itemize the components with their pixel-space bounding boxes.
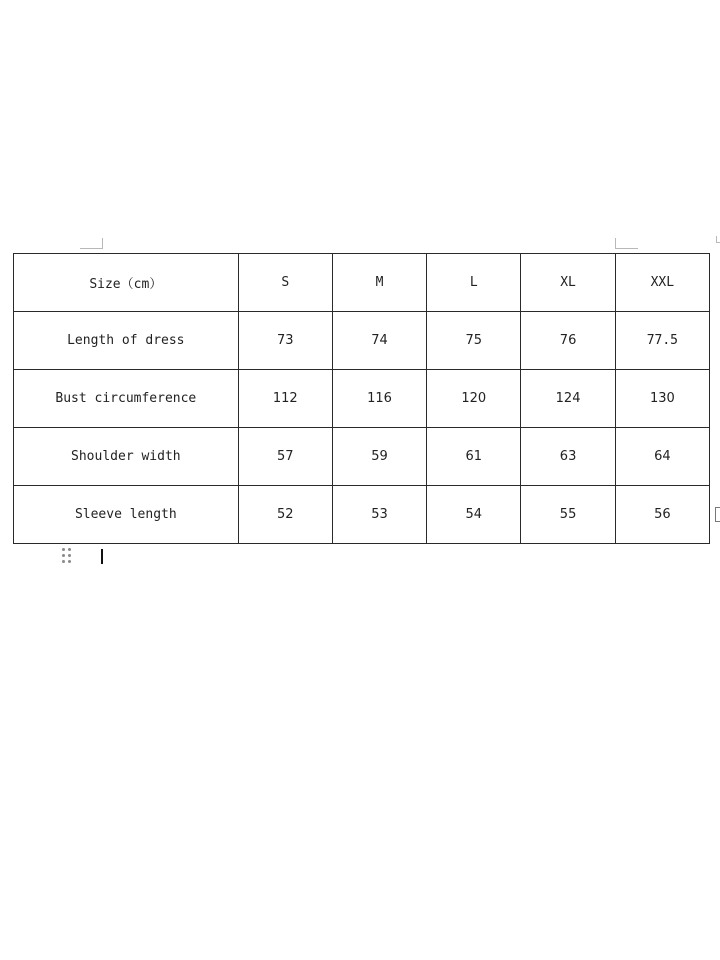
row-label[interactable]: Bust circumference: [14, 370, 239, 428]
row-label[interactable]: Shoulder width: [14, 428, 239, 486]
table-cell[interactable]: 59: [332, 428, 426, 486]
table-cell[interactable]: 64: [615, 428, 709, 486]
header-size-xl[interactable]: XL: [521, 254, 615, 312]
table-row: [14, 486, 710, 544]
table-row: [14, 428, 710, 486]
page-corner-mark-far-right: [716, 236, 720, 243]
table-cell[interactable]: 52: [238, 486, 332, 544]
table-cell[interactable]: 63: [521, 428, 615, 486]
table-cell[interactable]: 112: [238, 370, 332, 428]
row-label[interactable]: Sleeve length: [14, 486, 239, 544]
table-cell[interactable]: 116: [332, 370, 426, 428]
table-cell[interactable]: 56: [615, 486, 709, 544]
table-cell[interactable]: 130: [615, 370, 709, 428]
text-cursor: [101, 549, 103, 564]
table-cell[interactable]: 57: [238, 428, 332, 486]
table-row: [14, 312, 710, 370]
table-resize-icon[interactable]: [715, 507, 720, 522]
table-header-row: [14, 254, 710, 312]
row-label[interactable]: Length of dress: [14, 312, 239, 370]
table-cell[interactable]: 120: [427, 370, 521, 428]
header-size-s[interactable]: S: [238, 254, 332, 312]
table-cell[interactable]: 75: [427, 312, 521, 370]
drag-grip-icon[interactable]: [62, 548, 72, 564]
table-cell[interactable]: 76: [521, 312, 615, 370]
header-size-label[interactable]: Size（cm）: [14, 254, 239, 312]
table-cell[interactable]: 124: [521, 370, 615, 428]
table-cell[interactable]: 77.5: [615, 312, 709, 370]
table-cell[interactable]: 53: [332, 486, 426, 544]
table-cell[interactable]: 73: [238, 312, 332, 370]
page-corner-mark-left: [80, 238, 103, 249]
table-cell[interactable]: 55: [521, 486, 615, 544]
size-chart-table[interactable]: [13, 253, 710, 544]
header-size-l[interactable]: L: [427, 254, 521, 312]
table-row: [14, 370, 710, 428]
table-cell[interactable]: 74: [332, 312, 426, 370]
page-corner-mark-right: [615, 238, 638, 249]
header-size-xxl[interactable]: XXL: [615, 254, 709, 312]
table-cell[interactable]: 61: [427, 428, 521, 486]
header-size-m[interactable]: M: [332, 254, 426, 312]
table-cell[interactable]: 54: [427, 486, 521, 544]
